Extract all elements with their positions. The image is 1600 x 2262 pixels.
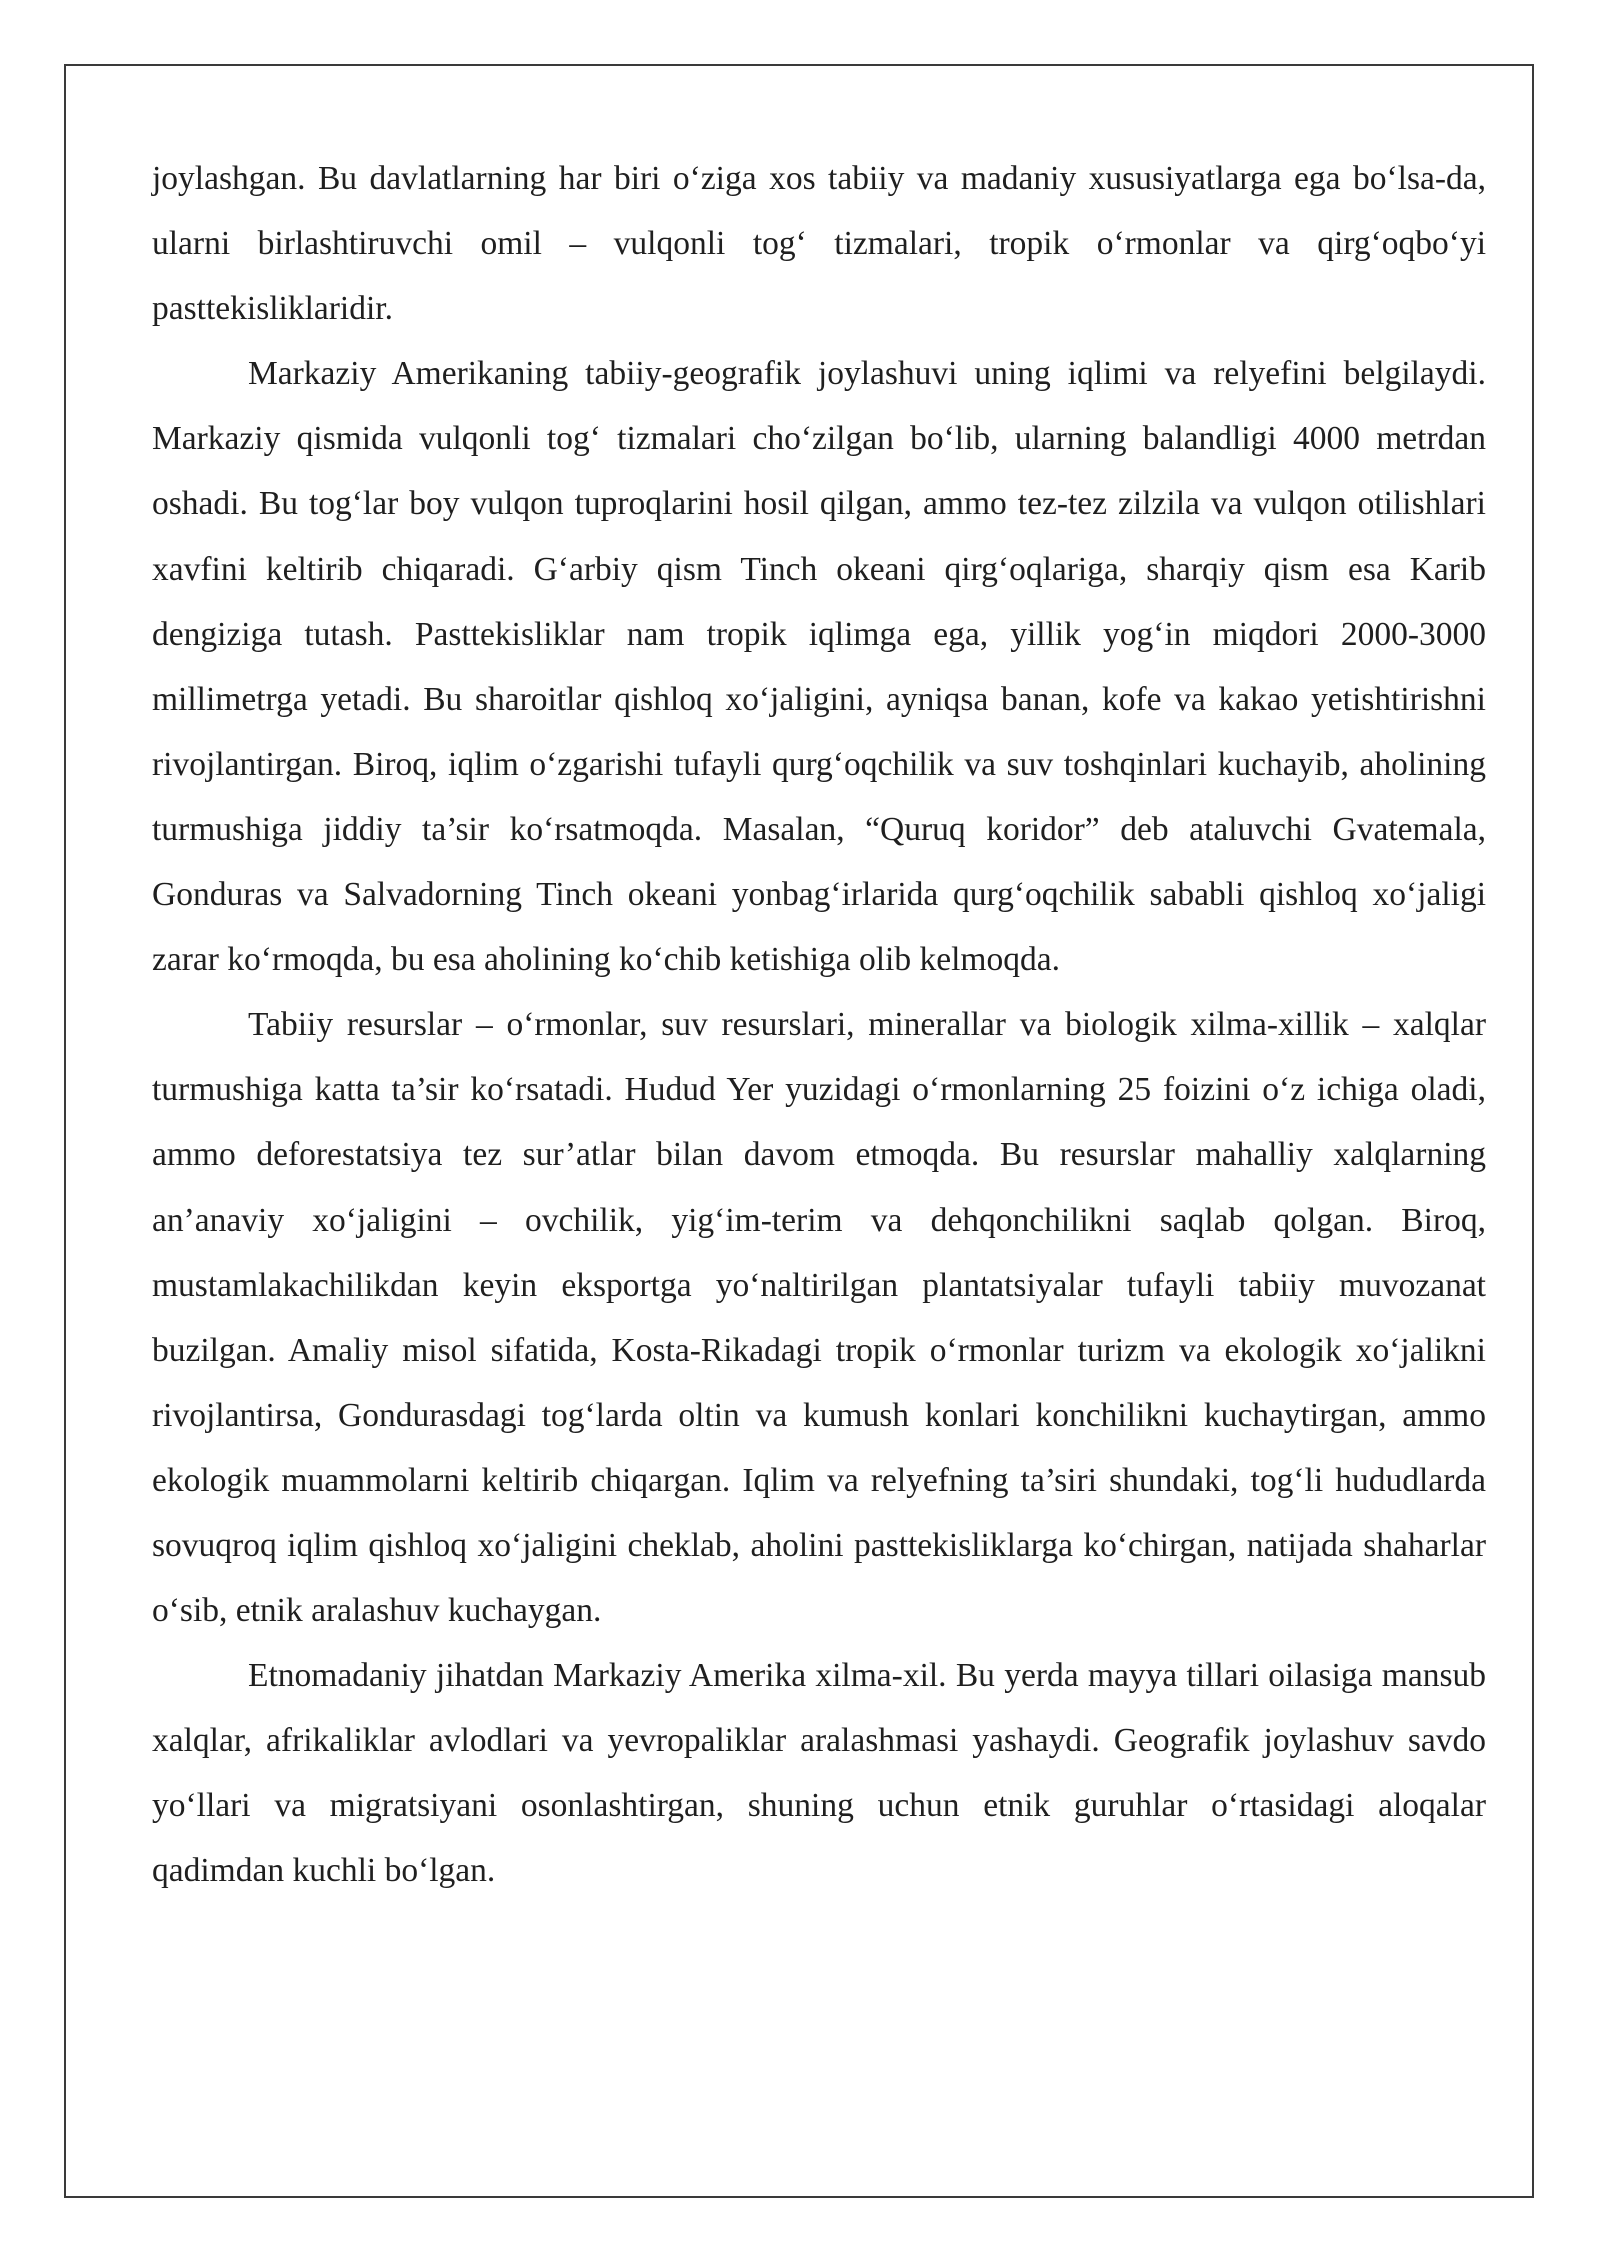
document-body: [152, 146, 1486, 1904]
paragraph-geography: Markaziy Amerikaning tabiiy-geografik joylashuvi uning iqlimi va relyefini belgilaydi. Markaziy qismida vulqonli tog‘ tizmalari cho‘zilgan bo‘lib, ularning balandligi 4000 metrdan oshadi. Bu tog‘lar boy vulqon tuproqlarini hosil qilgan, ammo tez-tez zilzila va vulqon otilishlari xavfini keltirib chiqaradi. G‘arbiy qism Tinch okeani qirg‘oqlariga, sharqiy qism esa Karib dengiziga tutash. Pasttekisliklar nam tropik iqlimga ega, yillik yog‘in miqdori 2000-3000 millimetrga yetadi. Bu sharoitlar qishloq xo‘jaligini, ayniqsa banan, kofe va kakao yetishtirishni rivojlantirgan. Biroq, iqlim o‘zgarishi tufayli qurg‘oqchilik va suv toshqinlari kuchayib, aholining turmushiga jiddiy ta’sir ko‘rsatmoqda. Masalan, “Quruq koridor” deb ataluvchi Gvatemala, Gonduras va Salvadorning Tinch okeani yonbag‘irlarida qurg‘oqchilik sababli qishloq xo‘jaligi zarar ko‘rmoqda, bu esa aholining ko‘chib ketishiga olib kelmoqda.: [152, 355, 1486, 979]
paragraph-ethnocultural: Etnomadaniy jihatdan Markaziy Amerika xilma-xil. Bu yerda mayya tillari oilasiga mansub xalqlar, afrikaliklar avlodlari va yevropaliklar aralashmasi yashaydi. Geografik joylashuv savdo yo‘llari va migratsiyani osonlashtirgan, shuning uchun etnik guruhlar o‘rtasidagi aloqalar qadimdan kuchli bo‘lgan.: [152, 1657, 1486, 1890]
paragraph-resources: Tabiiy resurslar – o‘rmonlar, suv resurslari, minerallar va biologik xilma-xillik – xalqlar turmushiga katta ta’sir ko‘rsatadi. Hudud Yer yuzidagi o‘rmonlarning 25 foizini o‘z ichiga oladi, ammo deforestatsiya tez sur’atlar bilan davom etmoqda. Bu resurslar mahalliy xalqlarning an’anaviy xo‘jaligini – ovchilik, yig‘im-terim va dehqonchilikni saqlab qolgan. Biroq, mustamlakachilikdan keyin eksportga yo‘naltirilgan plantatsiyalar tufayli tabiiy muvozanat buzilgan. Amaliy misol sifatida, Kosta-Rikadagi tropik o‘rmonlar turizm va ekologik xo‘jalikni rivojlantirsa, Gondurasdagi tog‘larda oltin va kumush konlari konchilikni kuchaytirgan, ammo ekologik muammolarni keltirib chiqargan. Iqlim va relyefning ta’siri shundaki, tog‘li hududlarda sovuqroq iqlim qishloq xo‘jaligini cheklab, aholini pasttekisliklarga ko‘chirgan, natijada shaharlar o‘sib, etnik aralashuv kuchaygan.: [152, 1006, 1486, 1630]
paragraph-continuation: joylashgan. Bu davlatlarning har biri o‘ziga xos tabiiy va madaniy xususiyatlarga ega bo‘lsa-da, ularni birlashtiruvchi omil – vulqonli tog‘ tizmalari, tropik o‘rmonlar va qirg‘oqbo‘yi pasttekisliklaridir.: [152, 160, 1486, 328]
